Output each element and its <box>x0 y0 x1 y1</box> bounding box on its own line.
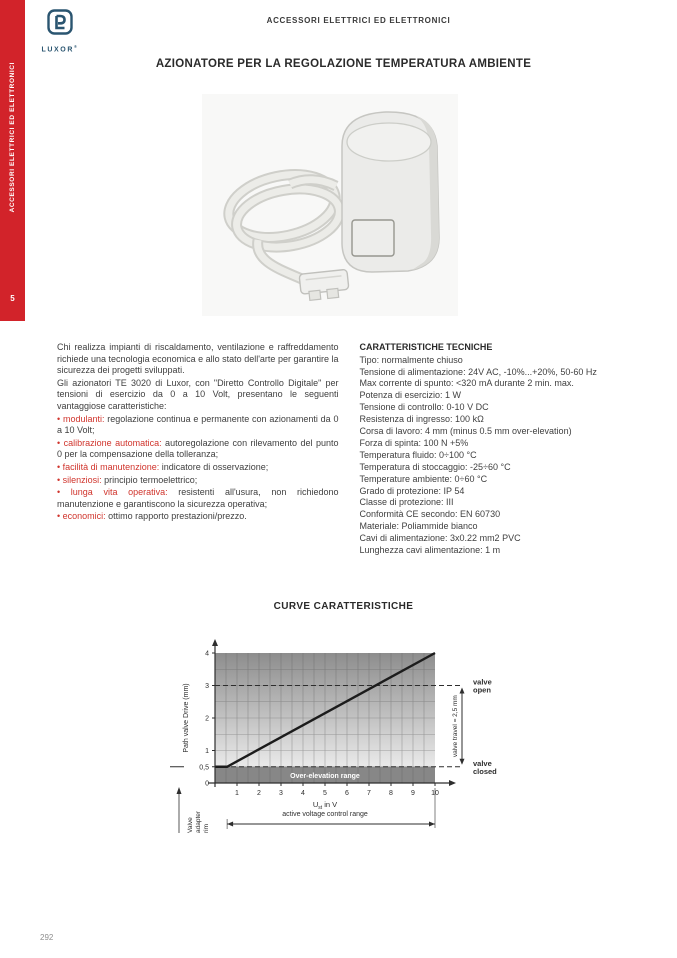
svg-text:rim: rim <box>203 823 210 833</box>
svg-text:9: 9 <box>411 790 415 797</box>
feature-term: • lunga vita operativa: <box>57 487 168 498</box>
spec-row: Tensione di controllo: 0-10 V DC <box>359 402 489 413</box>
body-columns <box>57 342 641 557</box>
feature-desc: regolazione continua e permanente con azionamenti da 0 a 10 Volt; <box>57 413 339 436</box>
svg-text:2: 2 <box>205 715 209 723</box>
feature-term: • calibrazione automatica: <box>57 437 162 448</box>
spec-row: Forza di spinta: 100 N +5% <box>359 437 469 448</box>
feature-term: • silenziosi: <box>57 474 102 485</box>
spec-row: Cavi di alimentazione: 3x0.22 mm2 PVC <box>359 533 521 544</box>
feature-item <box>57 414 339 437</box>
spec-row: Max corrente di spunto: <320 mA durante 2 min. max. <box>359 378 574 389</box>
spec-row: Temperatura fluido: 0÷100 °C <box>359 449 477 460</box>
feature-term: • facilità di manutenzione: <box>57 461 160 472</box>
page-title: AZIONATORE PER LA REGOLAZIONE TEMPERATURA AMBIENTE <box>155 58 532 70</box>
chapter-number: 5 <box>10 294 15 303</box>
spec-row: Corsa di lavoro: 4 mm (minus 0.5 mm over-elevation) <box>359 426 572 437</box>
svg-text:3: 3 <box>205 683 209 690</box>
spec-row: Temperature ambiente: 0÷60 °C <box>359 473 488 484</box>
svg-text:active voltage control range: active voltage control range <box>282 811 368 818</box>
feature-desc: indicatore di osservazione; <box>159 461 269 472</box>
intro-column <box>57 342 339 557</box>
svg-text:0,5: 0,5 <box>199 764 209 772</box>
svg-text:4: 4 <box>205 650 209 658</box>
features-list <box>57 414 339 523</box>
svg-text:Over-elevation range: Over-elevation range <box>290 773 360 780</box>
curves-chart-svg <box>160 638 520 838</box>
luxor-logo <box>38 8 82 53</box>
feature-desc: resistenti all'usura, non richiedono manutenzione e garantiscono la sicurezza operativa; <box>57 487 339 509</box>
spec-row: Tipo: normalmente chiuso <box>359 354 463 365</box>
header-category: ACCESSORI ELETTRICI ED ELETTRONICI <box>266 16 451 25</box>
spec-row: Resistenza di ingresso: 100 kΩ <box>359 414 484 425</box>
spec-row: Temperatura di stoccaggio: -25÷60 °C <box>359 461 511 472</box>
svg-text:1: 1 <box>205 748 209 755</box>
feature-item <box>57 438 339 461</box>
feature-term: • economici: <box>57 511 106 522</box>
feature-desc: principio termoelettrico; <box>101 474 198 485</box>
svg-text:Ust in V: $U_{st}$ in V <box>312 800 338 811</box>
svg-text:1: 1 <box>235 790 239 797</box>
feature-term: • modulanti: <box>57 413 105 424</box>
luxor-brand-text: LUXOR® <box>41 44 79 54</box>
svg-text:7: 7 <box>367 790 371 797</box>
svg-text:Valve: Valve <box>187 817 194 833</box>
specs-title: CARATTERISTICHE TECNICHE <box>359 342 493 352</box>
intro-paragraphs <box>57 342 339 413</box>
intro-paragraph: Chi realizza impianti di riscaldamento, ventilazione e raffreddamento richiede una tecnologia economica e allo stato dell'arte per garantire la sicurezza dei progetti sviluppati. <box>57 342 339 376</box>
svg-text:4: 4 <box>301 790 305 797</box>
curves-section-title: CURVE CARATTERISTICHE <box>273 601 414 612</box>
spec-row: Tensione di alimentazione: 24V AC, -10%...+20%, 50-60 Hz <box>359 366 597 377</box>
luxor-logo-icon <box>45 8 75 38</box>
svg-text:10: 10 <box>431 790 439 797</box>
product-photo <box>202 94 458 316</box>
feature-item <box>57 475 339 487</box>
svg-text:3: 3 <box>279 790 283 797</box>
intro-paragraph: Gli azionatori TE 3020 di Luxor, con "Diretto Controllo Digitale" per tensioni di esercizio da 0 a 10 Volt, presentano le seguenti vantaggiose caratteristiche: <box>57 377 339 411</box>
svg-text:Path valve Drive (mm): Path valve Drive (mm) <box>183 683 190 753</box>
page-number: 292 <box>40 933 54 942</box>
svg-text:6: 6 <box>345 790 349 797</box>
spec-row: Conformità CE secondo: EN 60730 <box>359 509 501 520</box>
feature-item <box>57 487 339 510</box>
svg-text:8: 8 <box>389 790 393 797</box>
svg-text:adapter: adapter <box>195 810 202 833</box>
feature-item <box>57 462 339 474</box>
chapter-sidebar-label: ACCESSORI ELETTRICI ED ELETTRONICI <box>9 62 16 213</box>
svg-text:0: 0 <box>205 780 209 788</box>
spec-row: Materiale: Poliammide bianco <box>359 521 478 532</box>
svg-text:5: 5 <box>323 790 327 797</box>
svg-text:2: 2 <box>257 790 261 797</box>
actuator-image <box>202 94 458 316</box>
spec-row: Lunghezza cavi alimentazione: 1 m <box>359 545 501 556</box>
specs-column <box>360 342 642 557</box>
specs-rows <box>360 355 642 557</box>
feature-item <box>57 511 339 523</box>
svg-text:valve travel = 2,5 mm: valve travel = 2,5 mm <box>452 695 459 758</box>
feature-desc: autoregolazione con rilevamento del punto 0 per la compensazione della tolleranza; <box>57 437 339 460</box>
spec-row: Potenza di esercizio: 1 W <box>359 390 462 401</box>
feature-desc: ottimo rapporto prestazioni/prezzo. <box>105 511 247 522</box>
svg-text:valveclosed: valve closed <box>473 758 497 776</box>
chapter-sidebar <box>0 0 25 321</box>
characteristic-curve-chart <box>160 638 520 838</box>
spec-row: Grado di protezione: IP 54 <box>359 485 465 496</box>
spec-row: Classe di protezione: III <box>359 497 454 508</box>
svg-text:valveopen: valve open <box>473 677 492 695</box>
